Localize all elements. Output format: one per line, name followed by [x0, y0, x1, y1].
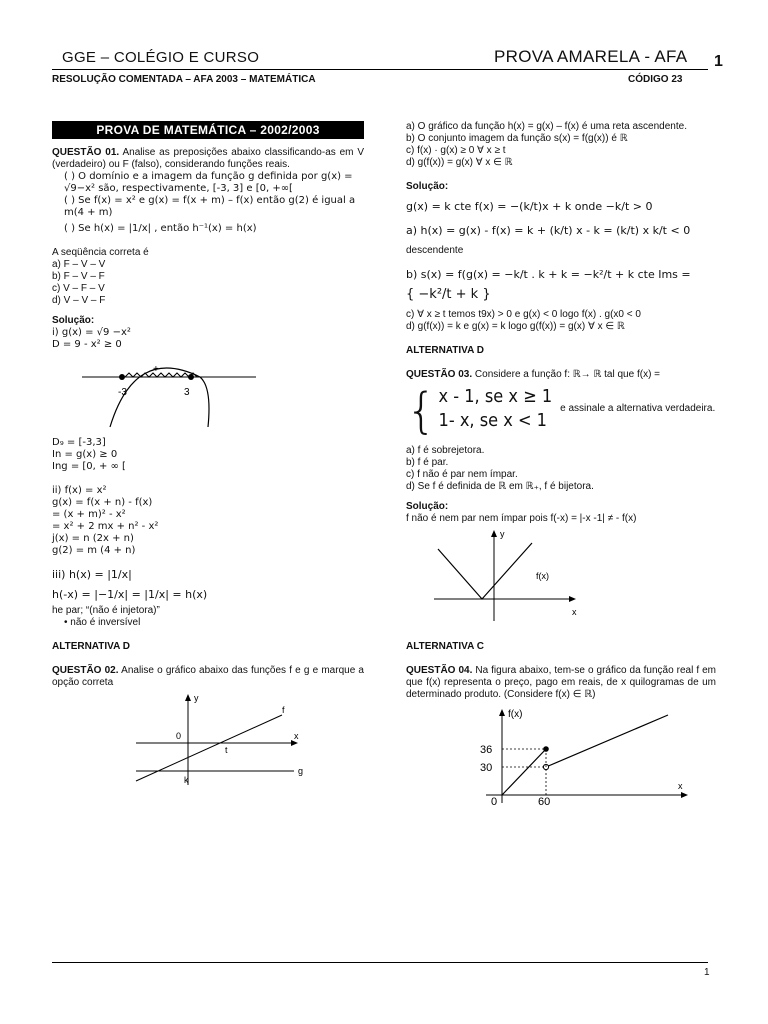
- q4-graph-label-36: 36: [480, 744, 493, 756]
- q3-graph-x-arrow: [569, 596, 576, 602]
- q2-option-c: c) f(x) · g(x) ≥ 0 ∀ x ≥ t: [406, 145, 506, 156]
- q1-sol-line: In = g(x) ≥ 0: [52, 449, 118, 460]
- footer-page-number: 1: [704, 967, 710, 978]
- q1-option-d: d) V – V – F: [52, 295, 106, 306]
- q1-sol-line: h(-x) = |−1/x| = |1/x| = h(x): [52, 588, 208, 601]
- q3-option-b: b) f é par.: [406, 457, 449, 468]
- q1-sol-line: = x² + 2 mx + n² - x²: [52, 521, 159, 532]
- q2-sol-line: g(x) = k cte f(x) = −(k/t)x + k onde −k/t > 0: [406, 200, 653, 213]
- q4-graph-label-fx: f(x): [508, 709, 523, 720]
- q2-sol-line: { −k²/t + k }: [406, 287, 491, 302]
- q2-graph-label-origin: 0: [176, 731, 182, 741]
- q2-solution-title: Solução:: [406, 181, 449, 192]
- q1-graph-point-right: [188, 374, 194, 380]
- q1-sol-line: g(2) = m (4 + n): [52, 545, 136, 556]
- q3-solution-title: Solução:: [406, 501, 449, 512]
- q1-statement: [52, 147, 364, 171]
- q1-sol-line: • não é inversível: [64, 617, 141, 628]
- q2-option-b: b) O conjunto imagem da função s(x) = f(g(x)) é ℝ: [406, 133, 628, 144]
- q1-option-a: a) F – V – V: [52, 259, 106, 270]
- q1-answer: ALTERNATIVA D: [52, 641, 130, 652]
- q1-sol-line: i) g(x) = √9 −x²: [52, 327, 131, 338]
- q2-graph-label-t: t: [225, 745, 228, 755]
- q2-graph-label-g: g: [298, 766, 304, 776]
- q1-item-1: ( ) O domínio e a imagem da função g definida por g(x) = √9−x² são, respectivamente, [-3, 3] e [0, +∞[: [64, 171, 353, 194]
- q1-intro: Analise as preposições abaixo classificando-as em V (verdadeiro) ou F (falso), considerando funções reais.: [52, 147, 364, 170]
- q2-sol-line: descendente: [406, 245, 464, 256]
- q1-sol-line: iii) h(x) = |1/x|: [52, 568, 132, 581]
- q2-graph: [132, 691, 312, 787]
- q2-graph-label-k: k: [184, 775, 189, 785]
- q4-graph-label-x: x: [678, 781, 683, 791]
- q1-sol-line: = (x + m)² - x²: [52, 509, 126, 520]
- q3-intro: Considere a função f: ℝ→ ℝ tal que f(x) =: [474, 369, 661, 380]
- q2-statement: [52, 665, 364, 689]
- q2-label: QUESTÃO 02.: [52, 665, 119, 676]
- header-page-mark: 1: [714, 53, 723, 70]
- q1-graph-point-left: [119, 374, 125, 380]
- q1-sol-line: ii) f(x) = x²: [52, 485, 107, 496]
- q4-graph-label-60: 60: [538, 796, 551, 805]
- header-subtitle: RESOLUÇÃO COMENTADA – AFA 2003 – MATEMÁTICA: [52, 74, 316, 85]
- q3-graph-y-arrow: [491, 530, 497, 537]
- q2-option-d: d) g(f(x)) = g(x) ∀ x ∈ ℝ: [406, 157, 513, 168]
- q1-graph-label-plus: +: [153, 364, 159, 375]
- header-rule: [52, 69, 708, 70]
- left-column: [52, 121, 364, 791]
- q2-option-a: a) O gráfico da função h(x) = g(x) – f(x) é uma reta ascendente.: [406, 121, 687, 132]
- q3-option-c: c) f não é par nem ímpar.: [406, 469, 518, 480]
- header-exam-title: PROVA AMARELA - AFA: [494, 47, 688, 66]
- q3-graph-curve: [438, 543, 532, 599]
- q1-graph-label-3: 3: [184, 387, 190, 398]
- q3-brace: {: [406, 383, 437, 439]
- q4-graph-segment-2: [546, 715, 668, 767]
- q1-sol-line: D₉ = [-3,3]: [52, 437, 106, 448]
- q1-item-2: ( ) Se f(x) = x² e g(x) = f(x + m) – f(x) então g(2) é igual a m(4 + m): [64, 195, 356, 218]
- q3-answer: ALTERNATIVA C: [406, 641, 484, 652]
- q3-statement: [406, 369, 716, 381]
- q2-graph-label-f: f: [282, 705, 285, 715]
- q1-item-3: ( ) Se h(x) = |1/x| , então h⁻¹(x) = h(x): [64, 223, 257, 234]
- q2-sol-line: b) s(x) = f(g(x) = −k/t . k + k = −k²/t + k cte Ims =: [406, 268, 691, 281]
- right-column: [406, 121, 716, 809]
- q1-sequence-title: A seqüência correta é: [52, 247, 149, 258]
- q1-sol-line: g(x) = f(x + n) - f(x): [52, 497, 153, 508]
- q1-sol-line: Ing = [0, + ∞ [: [52, 461, 126, 472]
- q4-graph-label-0: 0: [491, 796, 498, 805]
- q2-graph-label-x: x: [294, 731, 299, 741]
- q3-option-d: d) Se f é definida de ℝ em ℝ₊, f é bijetora.: [406, 481, 594, 492]
- q1-graph-hatch: [125, 373, 197, 377]
- q4-intro: Na figura abaixo, tem-se o gráfico da função real f em que f(x) representa o preço, pago em reais, de x quilogramas de um determinado produto. (Considere f(x) ∈ ℝ): [406, 665, 716, 700]
- q2-answer: ALTERNATIVA D: [406, 345, 484, 356]
- q1-sol-line: j(x) = n (2x + n): [52, 533, 134, 544]
- q2-graph-label-y: y: [194, 693, 199, 703]
- header-school: GGE – COLÉGIO E CURSO: [62, 49, 260, 66]
- q2-intro: Analise o gráfico abaixo das funções f e g e marque a opção correta: [52, 665, 364, 688]
- q4-statement: [406, 665, 716, 701]
- q3-graph: [430, 525, 590, 625]
- q3-piecewise: [406, 385, 716, 437]
- q3-graph-label-x: x: [572, 607, 577, 617]
- q1-graph-label-neg3: -3: [118, 387, 127, 398]
- q3-graph-label-f: f(x): [536, 571, 549, 581]
- q1-option-c: c) V – F – V: [52, 283, 105, 294]
- q3-piece-2: 1- x, se x < 1: [438, 410, 547, 431]
- q3-after: e assinale a alternativa verdadeira.: [560, 403, 716, 414]
- q1-option-b: b) F – V – F: [52, 271, 105, 282]
- exam-banner: PROVA DE MATEMÁTICA – 2002/2003: [52, 121, 364, 139]
- q1-parabola-graph: [80, 353, 260, 429]
- q3-pieces: [439, 385, 553, 433]
- q1-label: QUESTÃO 01.: [52, 147, 120, 158]
- q4-graph-x-arrow: [681, 792, 688, 798]
- header-code: CÓDIGO 23: [628, 74, 683, 85]
- q1-solution-title: Solução:: [52, 315, 95, 326]
- footer-rule: [52, 962, 708, 963]
- q3-piece-1: x - 1, se x ≥ 1: [438, 386, 553, 407]
- q3-sol-text: f não é nem par nem ímpar pois f(-x) = |-x -1| ≠ - f(x): [406, 513, 637, 524]
- q3-label: QUESTÃO 03.: [406, 369, 473, 380]
- q1-sol-line: he par; “(não é injetora)”: [52, 605, 160, 616]
- q3-graph-label-y: y: [500, 529, 505, 539]
- q4-graph: [446, 705, 696, 805]
- q2-sol-line: a) h(x) = g(x) - f(x) = k + (k/t) x - k = (k/t) x k/t < 0: [406, 224, 691, 237]
- q2-sol-line: c) ∀ x ≥ t temos t9x) > 0 e g(x) < 0 logo f(x) . g(x0 < 0: [406, 309, 641, 320]
- q4-graph-segment-1: [502, 749, 546, 795]
- q2-graph-y-arrow: [185, 694, 191, 701]
- q3-option-a: a) f é sobrejetora.: [406, 445, 485, 456]
- q4-graph-y-arrow: [499, 709, 505, 716]
- q2-sol-line: d) g(f(x)) = k e g(x) = k logo g(f(x)) = g(x) ∀ x ∈ ℝ: [406, 321, 625, 332]
- q4-graph-label-30: 30: [480, 762, 493, 774]
- q4-label: QUESTÃO 04.: [406, 665, 473, 676]
- q1-sol-line: D = 9 - x² ≥ 0: [52, 339, 122, 350]
